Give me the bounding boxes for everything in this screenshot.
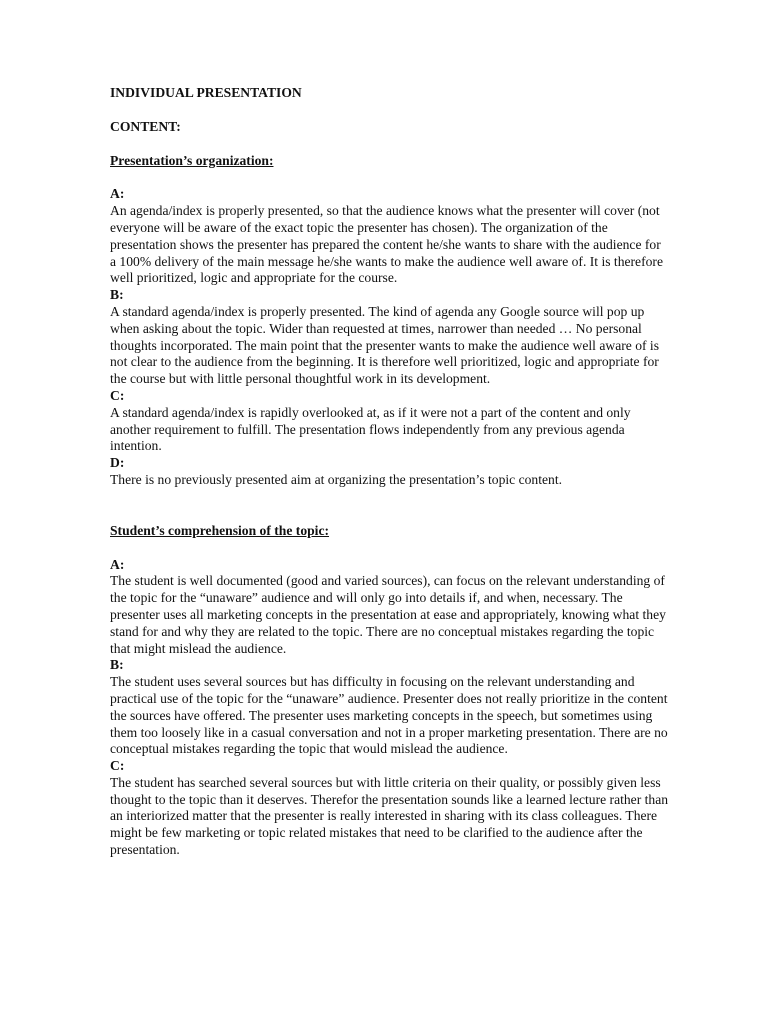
document-title: INDIVIDUAL PRESENTATION [110, 85, 302, 100]
grade-block-c [110, 758, 670, 859]
content-label: CONTENT: [110, 118, 181, 134]
grade-label: D: [110, 455, 125, 471]
grade-block-a [110, 557, 670, 658]
grade-label: C: [110, 387, 125, 403]
grade-description: A standard agenda/index is properly presented. The kind of agenda any Google source will pop up when asking about the topic. Wider than requested at times, narrower than needed … No personal thoughts incorporated. The main point that the presenter wants to make the audience well aware of is not clear to the audience from the beginning. It is therefore well prioritized, logic and appropriate for the course but with little personal thoughtful work in its development. [110, 303, 659, 387]
grade-label: A: [110, 186, 125, 202]
grade-label: A: [110, 556, 125, 572]
section-organization [110, 153, 670, 489]
grade-block-b [110, 657, 670, 758]
grade-description: A standard agenda/index is rapidly overlooked at, as if it were not a part of the content and only another requirement to fulfill. The presentation flows independently from any previous agenda intention. [110, 404, 631, 454]
grade-block-c [110, 388, 670, 455]
grade-label: C: [110, 758, 125, 774]
grade-block-d [110, 455, 670, 489]
section-heading: Student’s comprehension of the topic: [110, 522, 330, 538]
grade-description: An agenda/index is properly presented, so that the audience knows what the presenter will cover (not everyone will be aware of the exact topic the presenter has chosen). The organization of the presentation shows the presenter has prepared the content he/she wants to share with the audience for a 100% delivery of the main message he/she wants to make the audience well aware of. It is therefore well prioritized, logic and appropriate for the course. [110, 203, 663, 286]
section-comprehension [110, 523, 670, 859]
grade-description: There is no previously presented aim at organizing the presentation’s topic content. [110, 471, 562, 487]
grade-block-b [110, 287, 670, 388]
document-page [110, 85, 670, 859]
grade-label: B: [110, 287, 124, 303]
grade-description: The student uses several sources but has difficulty in focusing on the relevant understanding and practical use of the topic for the “unaware” audience. Presenter does not really prioritize in the content the sources have offered. The presenter uses marketing concepts in the speech, but sometimes using them too loosely like in a casual conversation and not in a proper marketing presentation. There are no conceptual mistakes regarding the topic that would mislead the audience. [110, 674, 668, 757]
grade-block-a [110, 186, 670, 287]
section-heading: Presentation’s organization: [110, 152, 274, 168]
grade-description: The student is well documented (good and varied sources), can focus on the relevant understanding of the topic for the “unaware” audience and will only go into details if, and when, necessary. The presenter uses all marketing concepts in the presentation at ease and appropriately, knowing what they stand for and why they are related to the topic. There are no conceptual mistakes regarding the topic that might mislead the audience. [110, 573, 666, 656]
grade-description: The student has searched several sources but with little criteria on their quality, or possibly given less thought to the topic than it deserves. Therefor the presentation sounds like a learned lecture rather than an interiorized matter that the presenter is really interested in sharing with its class colleagues. There might be few marketing or topic related mistakes that need to be clarified to the audience after the presentation. [110, 774, 669, 858]
grade-label: B: [110, 657, 124, 673]
